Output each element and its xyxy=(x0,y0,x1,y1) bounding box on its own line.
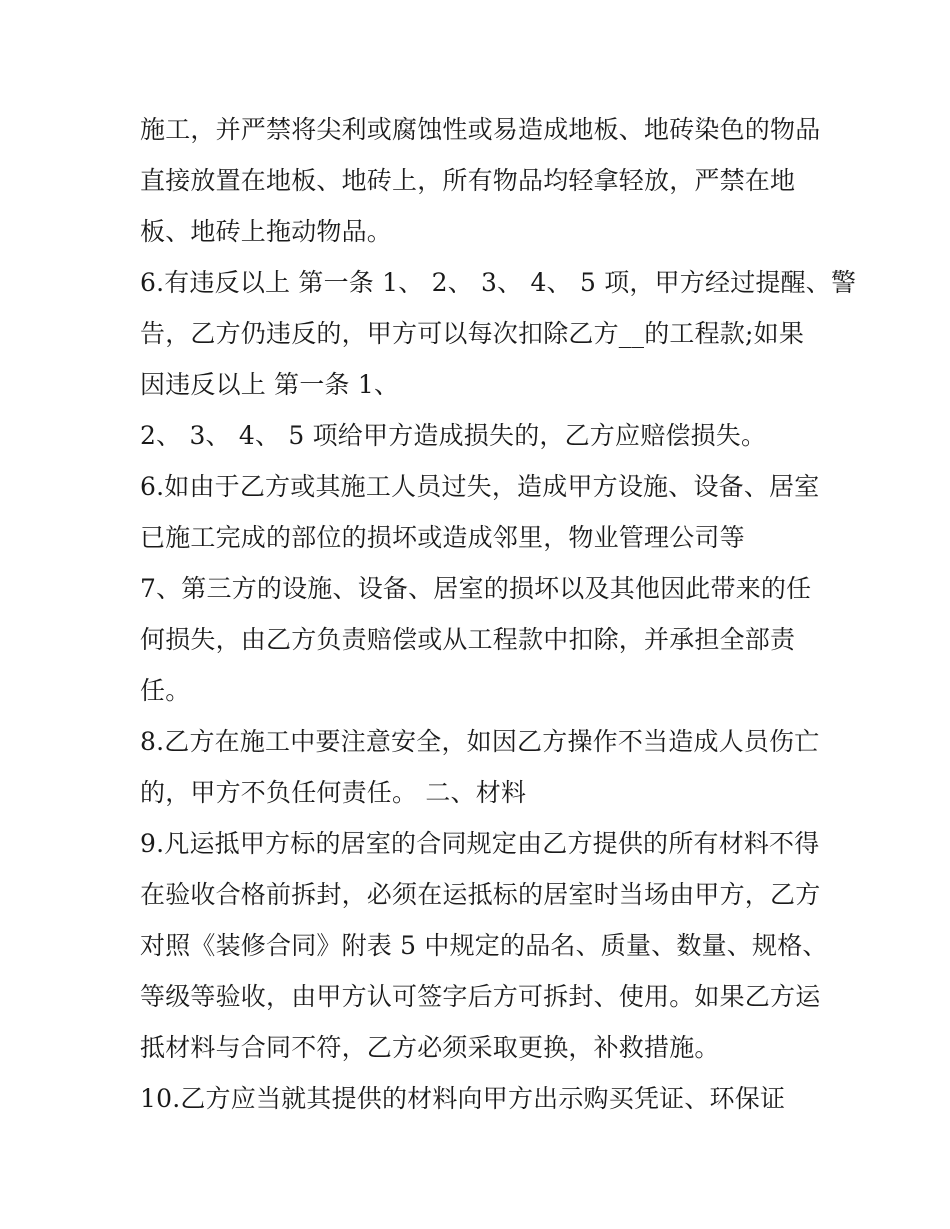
document-body xyxy=(140,104,857,1124)
text-line: 告，乙方仍违反的，甲方可以每次扣除乙方__的工程款;如果 xyxy=(140,319,805,348)
text-line: 在验收合格前拆封，必须在运抵标的居室时当场由甲方，乙方 xyxy=(140,880,821,909)
text-line: 抵材料与合同不符，乙方必须采取更换，补救措施。 xyxy=(140,1033,720,1062)
text-line: 9.凡运抵甲方标的居室的合同规定由乙方提供的所有材料不得 xyxy=(140,829,820,858)
text-line: 任。 xyxy=(140,676,191,705)
text-line: 2、 3、 4、 5 项给甲方造成损失的，乙方应赔偿损失。 xyxy=(140,421,767,450)
text-line: 8.乙方在施工中要注意安全，如因乙方操作不当造成人员伤亡 xyxy=(140,727,820,756)
text-line: 6.有违反以上 第一条 1、 2、 3、 4、 5 项，甲方经过提醒、警 xyxy=(140,268,857,297)
text-line: 何损失，由乙方负责赔偿或从工程款中扣除，并承担全部责 xyxy=(140,625,796,654)
text-line: 7、第三方的设施、设备、居室的损坏以及其他因此带来的任 xyxy=(140,574,812,603)
text-line: 直接放置在地板、地砖上，所有物品均轻拿轻放，严禁在地 xyxy=(140,166,796,195)
text-line: 等级等验收，由甲方认可签字后方可拆封、使用。如果乙方运 xyxy=(140,982,821,1011)
text-line: 因违反以上 第一条 1、 xyxy=(140,370,400,399)
text-line: 施工，并严禁将尖利或腐蚀性或易造成地板、地砖染色的物品 xyxy=(140,115,821,144)
text-line: 10.乙方应当就其提供的材料向甲方出示购买凭证、环保证 xyxy=(140,1084,786,1113)
text-line: 6.如由于乙方或其施工人员过失，造成甲方设施、设备、居室 xyxy=(140,472,820,501)
text-line: 对照《装修合同》附表 5 中规定的品名、质量、数量、规格、 xyxy=(140,931,828,960)
text-line: 已施工完成的部位的损坏或造成邻里，物业管理公司等 xyxy=(140,523,745,552)
text-line: 的，甲方不负任何责任。 二、材料 xyxy=(140,778,527,807)
text-line: 板、地砖上拖动物品。 xyxy=(140,217,393,246)
